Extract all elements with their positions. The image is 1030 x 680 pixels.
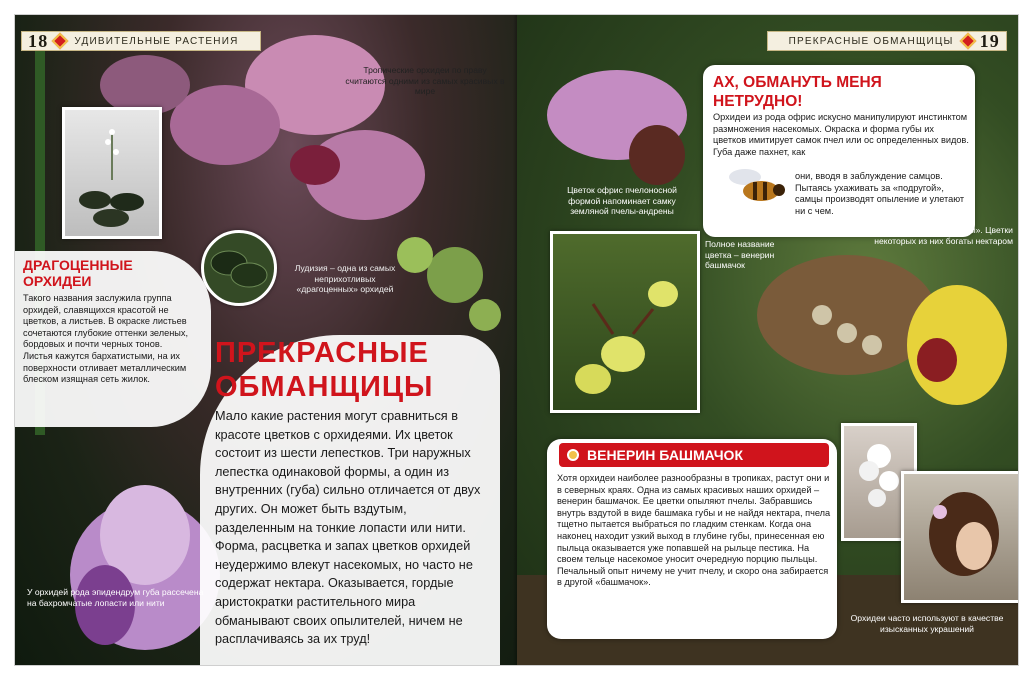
photo-ludisia-plant: [62, 107, 162, 239]
page-header-right: [767, 31, 1007, 51]
leaf-icon: [204, 233, 274, 303]
section-title: УДИВИТЕЛЬНЫЕ РАСТЕНИЯ: [74, 35, 239, 47]
slipper-orchid-icon: [553, 234, 697, 410]
caption-decor: Орхидеи часто используют в качестве изысканных украшений: [850, 613, 1004, 634]
caption-nectar: Не все орхидеи – «обманщицы». Цветки некоторых из них богаты нектаром: [850, 225, 1013, 246]
diamond-icon: [959, 33, 976, 50]
photo-hair-orchid: [901, 471, 1019, 603]
precious-orchids-text: Такого названия заслужила группа орхидей, славящихся красотой не цветков, а листьев. В окраске листьев сочетаются глубокие оттенки зеленых, бордовых и почти черных тонов. Листья кажутся бархатистыми, на их поверхности отливает металлическим блеском изящная сеть жилок.: [23, 293, 189, 385]
caption-tropical-orchids: Тропические орхидеи по праву считаются одними из самых красивых в мире: [345, 65, 505, 96]
main-title-line1: ПРЕКРАСНЫЕ: [215, 337, 429, 369]
page-number: 19: [979, 30, 1000, 51]
left-page: [15, 15, 517, 666]
main-text: Мало какие растения могут сравниться в красоте цветков с орхидеями. Их цветок состоит из шести лепестков. Три наружных лепестка одинаковой формы, а один из внутренних (губа) сильно отличается от двух других. Он может быть вздутым, разделенным на тонкие лопасти или нити. Форма, расцветка и запах цветков орхидей неудержимо влекут насекомых, но часто не содержат нектара. Оказывается, гордые аристократки растительного мира обманывают своих опылителей, ничем не расплачиваясь за их труд!: [215, 409, 481, 647]
photo-slipper-orchid: [550, 231, 700, 413]
ludisia-plant-icon: [65, 110, 159, 236]
caption-slipper: Полное название цветка – венерин башмачок: [705, 239, 775, 270]
bee-icon: [723, 163, 791, 213]
caption-epidendrum: У орхидей рода эпидендрум губа рассечена на бахромчатые лопасти или нити: [27, 587, 204, 608]
main-title-line2: ОБМАНЩИЦЫ: [215, 371, 434, 403]
precious-orchids-heading: ДРАГОЦЕННЫЕ ОРХИДЕИ: [23, 257, 133, 289]
page-header-left: [21, 31, 261, 51]
diamond-icon: [567, 449, 579, 461]
woman-with-orchid-icon: [904, 474, 1018, 600]
book-spread: [14, 14, 1019, 666]
right-page: [517, 15, 1019, 666]
slipper-heading-bar: [559, 443, 829, 467]
slipper-text: Хотя орхидеи наиболее разнообразны в тропиках, растут они и в северных краях. Одна из самых красивых наших орхидей – венерин башмачок. Ее цветки опыляют пчелы. Забравшись внутрь вздутой в виде башмака губы и не найдя нектара, пчела тщетно пытается выбраться по гладким стенкам. Когда она наконец находит узкий выход в глубине губы, принесенная ею пыльца оказывается уже попавшей на рыльце пестика. На своем тельце насекомое уносит очередную порцию пыльцы. Печальный опыт ничему не учит пчелу, и скоро она забирается в другой «башмачок».: [557, 473, 831, 588]
caption-ophrys: Цветок офрис пчелоносной формой напоминает самку земляной пчелы-андрены: [567, 185, 677, 216]
section-title: ПРЕКРАСНЫЕ ОБМАНЩИЦЫ: [788, 35, 954, 47]
slipper-heading: ВЕНЕРИН БАШМАЧОК: [587, 447, 743, 463]
page-number: 18: [28, 30, 49, 51]
deceive-text-1: Орхидеи из рода офрис искусно манипулируют инстинктом размножения насекомых. Окраска и форма губы их цветков имитирует самок пчел или ос определенных видов. Губа даже пахнет, как: [713, 112, 969, 157]
photo-ludisia-leaves: [201, 230, 277, 306]
deceive-heading: АХ, ОБМАНУТЬ МЕНЯ НЕТРУДНО!: [713, 74, 882, 110]
caption-ludisia: Лудизия – одна из самых неприхотливых «драгоценных» орхидей: [294, 263, 396, 294]
deceive-text-2: они, вводя в заблуждение самцов. Пытаясь ухаживать за «подругой», самцы производят опыление и улетают ни с чем.: [795, 171, 965, 216]
